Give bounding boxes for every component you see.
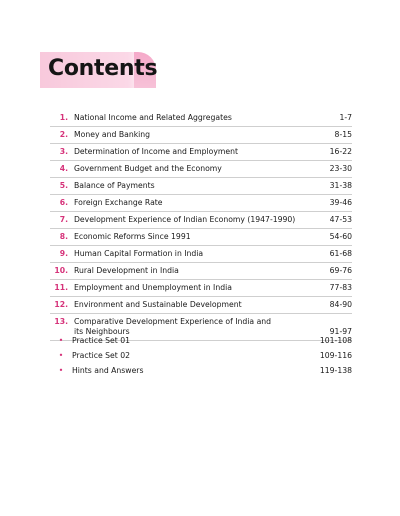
toc-list	[50, 110, 352, 341]
chapter-number: 2.	[59, 130, 68, 139]
chapter-pages: 47-53	[329, 215, 352, 224]
chapter-number: 13.	[54, 317, 68, 326]
chapter-title: Government Budget and the Economy	[74, 164, 222, 173]
extras-pages: 109-116	[319, 350, 352, 360]
toc-row[interactable]	[50, 127, 352, 144]
toc-row[interactable]	[50, 280, 352, 297]
chapter-title: Foreign Exchange Rate	[74, 198, 163, 207]
chapter-pages: 23-30	[329, 164, 352, 173]
page-title: Contents	[48, 56, 158, 81]
bullet-icon: •	[58, 335, 64, 345]
chapter-number: 12.	[54, 300, 68, 309]
toc-row[interactable]	[50, 144, 352, 161]
chapter-pages: 39-46	[329, 198, 352, 207]
extras-title: Practice Set 02	[72, 350, 130, 360]
toc-row[interactable]	[50, 178, 352, 195]
chapter-pages: 1-7	[339, 113, 352, 122]
chapter-number: 5.	[59, 181, 68, 190]
chapter-title: National Income and Related Aggregates	[74, 113, 232, 122]
chapter-pages: 61-68	[329, 249, 352, 258]
chapter-number: 9.	[59, 249, 68, 258]
extras-row[interactable]	[50, 333, 352, 348]
chapter-pages: 84-90	[329, 300, 352, 309]
extras-pages: 101-108	[319, 335, 352, 345]
chapter-pages: 8-15	[334, 130, 352, 139]
chapter-title: Environment and Sustainable Development	[74, 300, 242, 309]
chapter-title: Development Experience of Indian Economy (1947-1990)	[74, 215, 296, 224]
toc-row[interactable]	[50, 212, 352, 229]
chapter-pages: 77-83	[329, 283, 352, 292]
chapter-number: 3.	[59, 147, 68, 156]
extras-pages: 119-138	[319, 365, 352, 375]
chapter-pages: 31-38	[329, 181, 352, 190]
toc-row[interactable]	[50, 161, 352, 178]
extras-title: Practice Set 01	[72, 335, 130, 345]
toc-row[interactable]	[50, 195, 352, 212]
chapter-pages: 91-97	[329, 327, 352, 336]
toc-row[interactable]	[50, 110, 352, 127]
chapter-pages: 16-22	[329, 147, 352, 156]
chapter-number: 1.	[59, 113, 68, 122]
chapter-title: Employment and Unemployment in India	[74, 283, 232, 292]
chapter-title-line-2: its Neighbours	[74, 327, 130, 336]
chapter-number: 11.	[54, 283, 68, 292]
extras-title: Hints and Answers	[72, 365, 144, 375]
chapter-number: 7.	[59, 215, 68, 224]
chapter-title-line-1: Comparative Development Experience of India and	[74, 317, 272, 326]
chapter-title: Balance of Payments	[74, 181, 155, 190]
chapter-title: Human Capital Formation in India	[74, 249, 204, 258]
bullet-icon: •	[58, 365, 64, 375]
extras-row[interactable]	[50, 363, 352, 378]
toc-row[interactable]	[50, 297, 352, 314]
chapter-number: 4.	[59, 164, 68, 173]
chapter-number: 6.	[59, 198, 68, 207]
chapter-pages: 69-76	[329, 266, 352, 275]
extras-row[interactable]	[50, 348, 352, 363]
chapter-title: Economic Reforms Since 1991	[74, 232, 191, 241]
chapter-title: Rural Development in India	[74, 266, 179, 275]
chapter-pages: 54-60	[329, 232, 352, 241]
chapter-title: Money and Banking	[74, 130, 151, 139]
toc-row[interactable]	[50, 246, 352, 263]
chapter-number: 10.	[54, 266, 68, 275]
toc-row[interactable]	[50, 229, 352, 246]
toc-row[interactable]	[50, 263, 352, 280]
chapter-title: Determination of Income and Employment	[74, 147, 239, 156]
extras-list	[50, 333, 352, 378]
bullet-icon: •	[58, 350, 64, 360]
chapter-number: 8.	[59, 232, 68, 241]
